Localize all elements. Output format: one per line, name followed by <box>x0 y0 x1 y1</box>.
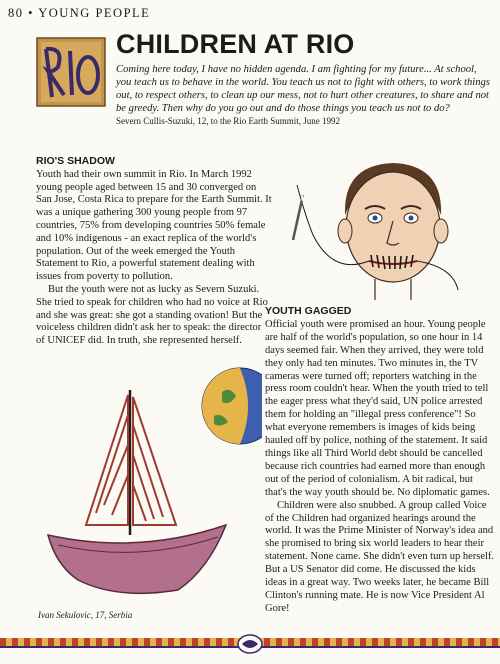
section-heading: RIO'S SHADOW <box>36 155 115 167</box>
paragraph: Children were also snubbed. A group called Voice of the Children had organized hearings around the world. It was the Prime Minister of Norway's idea and she promised to bring six world leaders to hear their statement. None came. She didn't even turn up herself. But a US Senator did come. He discussed the kids ideas in a great way. Two weeks later, he became Bill Clinton's running mate. He is now Vice President Al Gore! <box>265 499 495 614</box>
decorative-footer-border <box>0 630 500 659</box>
page-number: 80 <box>8 6 24 20</box>
article-title: CHILDREN AT RIO <box>116 29 355 59</box>
rio-logo <box>36 37 106 107</box>
gagged-face-illustration <box>283 155 488 300</box>
section-youth-gagged <box>265 305 495 616</box>
running-header <box>8 6 150 21</box>
paragraph: Youth had their own summit in Rio. In March 1992 young people aged between 15 and 30 converged on San Jose, Costa Rica to prepare for the Earth Summit. It was a unique gathering 300 young people from 97 countries, 75% from developing countries 50% female and 10% indigenous - an exact replica of the world's population. Out of the week emerged the Youth Statement to Rio, a powerful statement dealing with issues from poverty to pollution. <box>36 168 272 283</box>
sailboat-illustration <box>38 385 238 610</box>
quote-attribution: Severn Cullis-Suzuki, 12, to the Rio Earth Summit, June 1992 <box>116 116 340 126</box>
illustration-caption: Ivan Sekulovic, 17, Serbia <box>38 610 133 620</box>
face-drawing <box>283 155 488 300</box>
section-name: YOUNG PEOPLE <box>38 6 151 20</box>
logo-text: RIO <box>71 105 73 106</box>
header-bullet: • <box>28 6 35 20</box>
quote-text: Coming here today, I have no hidden agenda. I am fighting for my future... At school, you teach us to behave in the world. You teach us not to fight with others, to work things out, to respect others, to clean up our mess, not to hurt other creatures, to share and not be greedy. Then why do you go out and do those things you teach us not to do? <box>116 64 490 114</box>
rio-logo-art <box>36 37 106 107</box>
sailboat-drawing <box>38 385 238 610</box>
paragraph: Official youth were promised an hour. Young people are half of the world's population, so one hour in 14 days seemed fair. When they arrived, they were told they only had ten minutes. Two minutes in, the TV cameras were turned off; reporters watching in the press room couldn't hear. When the youth tried to tell the eager press what they'd said, UN police arrested them for holding an "illegal press conference"! So what everyone remembers is images of kids being hauled off by police, nothing of the statement. It said things like all Third World debt should be cancelled because rich countries had earned more than enough out of the period of colonialism. A bit radical, but that's the way youth should be. No diplomatic games. <box>265 318 490 498</box>
pull-quote <box>116 63 494 127</box>
section-rios-shadow <box>36 155 272 348</box>
border-pattern <box>0 630 500 659</box>
paragraph: But the youth were not as lucky as Severn Suzuki. She tried to speak for children who had no voice at Rio and she was great: she got a standing ovation! But the voiceless children didn't ask her to speak: the director of UNICEF did. In truth, she represented herself. <box>36 283 268 347</box>
section-heading: YOUTH GAGGED <box>265 305 352 317</box>
